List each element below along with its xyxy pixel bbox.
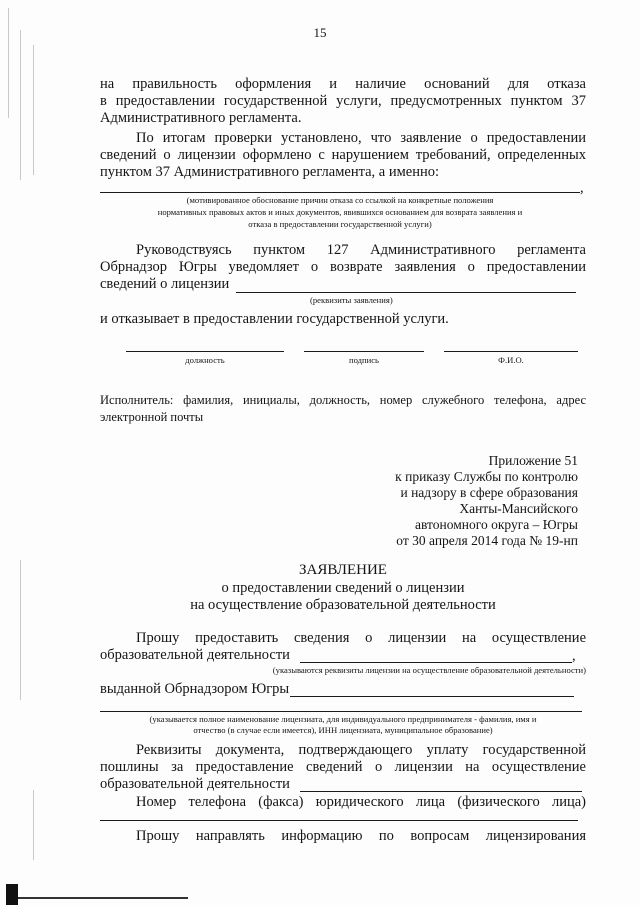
signature-label: подпись — [349, 355, 379, 365]
appendix-line3: и надзору в сфере образования — [400, 485, 578, 500]
phone-line1: Номер телефона (факса) юридического лица (физического лица) — [136, 794, 586, 810]
para1-line3: Административного регламента. — [100, 110, 302, 126]
scan-edge-mark — [33, 45, 34, 175]
note-reason-line2: нормативных правовых актов и иных документов, явившихся основанием для возврата заявления и — [157, 207, 523, 217]
scan-bottom-line — [18, 897, 188, 899]
note-reason-line3: отказа в предоставлении государственной услуги) — [248, 219, 432, 229]
form-subtitle-line1: о предоставлении сведений о лицензии — [221, 580, 465, 596]
notify-line1: Прошу направлять информацию по вопросам лицензирования — [136, 828, 586, 844]
phone-fill-line — [100, 820, 578, 821]
executor-line1: Исполнитель: фамилия, инициалы, должность, номер служебного телефона, адрес — [100, 393, 586, 407]
appendix-line1: Приложение 51 — [488, 453, 578, 468]
reason-fill-comma: , — [580, 180, 584, 196]
licensee-fill-line-1 — [290, 696, 574, 697]
para2-line3: пунктом 37 Административного регламента, а именно: — [100, 164, 440, 180]
para1-line2: в предоставлении государственной услуги, предусмотренных пунктом 37 — [100, 93, 586, 109]
scan-edge-mark — [8, 8, 9, 118]
license-details-comma: , — [572, 648, 576, 664]
form-title: ЗАЯВЛЕНИЕ — [299, 562, 387, 578]
para2-line2: сведений о лицензии оформлено с нарушением требований, определенных — [100, 147, 586, 163]
request-line2: образовательной деятельности — [100, 647, 290, 663]
form-subtitle-line2: на осуществление образовательной деятельности — [190, 597, 496, 613]
appendix-line5: автономного округа – Югры — [415, 517, 578, 532]
scan-edge-mark — [20, 30, 21, 180]
payment-line2: пошлины за предоставление сведений о лицензии на осуществление — [100, 759, 586, 775]
note-licensee-line1: (указывается полное наименование лицензиата, для индивидуального предпринимателя - фамилия, имя и — [149, 714, 537, 724]
licensee-fill-line-2 — [100, 711, 582, 712]
executor-line2: электронной почты — [100, 410, 204, 424]
note-license-details: (указываются реквизиты лицензии на осуществление образовательной деятельности) — [272, 665, 586, 675]
scan-corner-mark — [6, 884, 18, 905]
request-line3: выданной Обрнадзором Югры — [100, 681, 290, 697]
request-line1: Прошу предоставить сведения о лицензии на осуществление — [136, 630, 586, 646]
fio-line — [444, 351, 578, 352]
application-details-fill-line — [236, 292, 576, 293]
position-line — [126, 351, 284, 352]
appendix-line4: Ханты-Мансийского — [459, 501, 578, 516]
para3-line1: Руководствуясь пунктом 127 Административного регламента — [136, 242, 586, 258]
scan-edge-mark — [33, 790, 34, 860]
payment-line3: образовательной деятельности — [100, 776, 290, 792]
note-application-details: (реквизиты заявления) — [310, 295, 393, 305]
payment-line1: Реквизиты документа, подтверждающего уплату государственной — [136, 742, 586, 758]
signature-line — [304, 351, 424, 352]
position-label: должность — [185, 355, 225, 365]
page-number: 15 — [313, 25, 327, 40]
fio-label: Ф.И.О. — [498, 355, 524, 365]
reason-fill-line — [100, 192, 580, 193]
note-licensee-line2: отчество (в случае если имеется), ИНН лицензиата, муниципальное образование) — [193, 725, 493, 735]
appendix-line2: к приказу Службы по контролю — [395, 469, 578, 484]
scan-edge-mark — [20, 560, 21, 700]
para3-line3: сведений о лицензии — [100, 276, 230, 292]
para3-line2: Обрнадзор Югры уведомляет о возврате заявления о предоставлении — [100, 259, 586, 275]
para2-line1: По итогам проверки установлено, что заявление о предоставлении — [136, 130, 586, 146]
appendix-line6: от 30 апреля 2014 года № 19-нп — [396, 533, 578, 548]
para1-line1: на правильность оформления и наличие оснований для отказа — [100, 76, 586, 92]
payment-fill-line — [300, 791, 582, 792]
para3-line4: и отказывает в предоставлении государственной услуги. — [100, 311, 449, 327]
note-reason-line1: (мотивированное обоснование причин отказа со ссылкой на конкретные положения — [186, 195, 494, 205]
license-details-fill-line — [300, 662, 572, 663]
